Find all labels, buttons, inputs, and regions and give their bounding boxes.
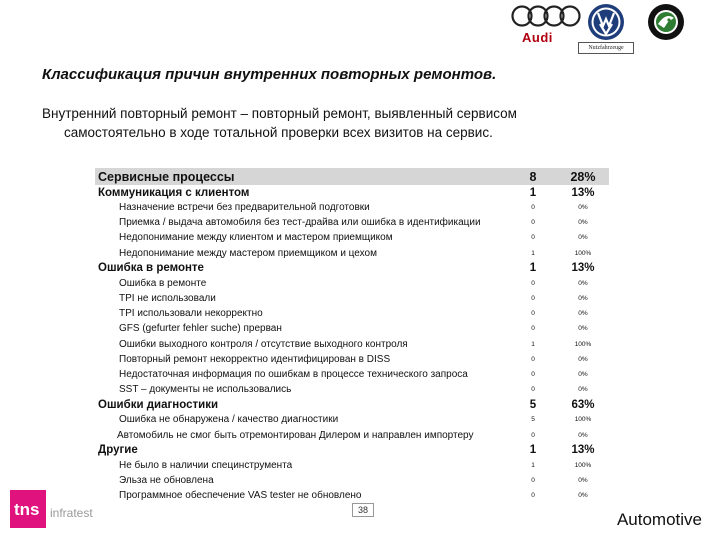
row-percent: 0%	[578, 325, 588, 333]
row-label: Ошибка в ремонте	[98, 262, 204, 275]
row-count: 0	[531, 219, 535, 227]
row-count: 1	[529, 262, 537, 275]
table-row	[95, 246, 609, 261]
row-percent: 0%	[578, 370, 588, 378]
table-group-row	[95, 397, 609, 412]
row-count: 0	[531, 370, 535, 378]
skoda-logo	[646, 2, 686, 42]
header-percent: 28%	[570, 169, 596, 184]
row-count: 0	[531, 492, 535, 500]
table-row	[95, 321, 609, 336]
header-count: 8	[529, 169, 537, 184]
row-label: Ошибка не обнаружена / качество диагностики	[119, 414, 339, 426]
row-percent: 100%	[574, 249, 592, 257]
row-label: TPI не использовали	[119, 293, 216, 305]
row-label: Программное обеспечение VAS tester не обновлено	[119, 490, 362, 502]
row-count: 5	[529, 398, 537, 411]
definition-line-2: самостоятельно в ходе тотальной проверки всех визитов на сервис.	[64, 125, 493, 140]
row-count: 0	[531, 234, 535, 242]
row-percent: 63%	[571, 398, 595, 411]
table-body	[95, 185, 609, 503]
table-row	[95, 337, 609, 352]
row-percent: 0%	[578, 234, 588, 242]
row-label: TPI использовали некорректно	[119, 308, 263, 320]
row-count: 0	[531, 325, 535, 333]
infratest-label: infratest	[50, 506, 93, 520]
row-label: Не было в наличии специнструмента	[119, 459, 293, 471]
row-count: 0	[531, 355, 535, 363]
row-percent: 0%	[578, 476, 588, 484]
row-count: 0	[531, 310, 535, 318]
table-row	[95, 367, 609, 382]
row-percent: 13%	[571, 444, 595, 457]
nutzfahrzeuge-badge: Nutzfahrzeuge	[578, 42, 634, 54]
row-count: 0	[531, 476, 535, 484]
tns-label: tns	[14, 500, 40, 519]
table-group-row	[95, 185, 609, 200]
volkswagen-logo	[586, 2, 626, 42]
table-row	[95, 276, 609, 291]
table-row	[95, 215, 609, 230]
row-count: 5	[531, 416, 535, 424]
table-header-row	[95, 168, 609, 185]
row-percent: 0%	[578, 431, 588, 439]
row-percent: 0%	[578, 310, 588, 318]
row-count: 0	[531, 386, 535, 394]
table-group-row	[95, 443, 609, 458]
table-row	[95, 412, 609, 427]
row-label: Недопонимание между мастером приемщиком и цехом	[119, 247, 377, 259]
row-percent: 100%	[574, 416, 592, 424]
row-label: Недостаточная информация по ошибкам в процессе технического запроса	[119, 368, 468, 380]
table-row	[95, 427, 609, 442]
row-percent: 100%	[574, 461, 592, 469]
row-percent: 0%	[578, 386, 588, 394]
row-label: Ошибки выходного контроля / отсутствие выходного контроля	[119, 338, 408, 350]
row-label: SST – документы не использовались	[119, 384, 292, 396]
row-count: 1	[531, 340, 535, 348]
row-percent: 0%	[578, 295, 588, 303]
row-count: 1	[531, 249, 535, 257]
page-title: Классификация причин внутренних повторных ремонтов.	[42, 66, 497, 83]
row-count: 0	[531, 431, 535, 439]
table-row	[95, 291, 609, 306]
row-label: Ошибка в ремонте	[119, 277, 207, 289]
row-percent: 13%	[571, 186, 595, 199]
audi-rings-logo	[510, 4, 582, 28]
table-group-row	[95, 261, 609, 276]
tns-infratest-logo	[10, 490, 130, 530]
row-label: Приемка / выдача автомобиля без тест-драйва или ошибка в идентификации	[119, 217, 481, 229]
table-row	[95, 230, 609, 245]
automotive-label: Automotive	[616, 510, 702, 529]
table-row	[95, 458, 609, 473]
row-percent: 0%	[578, 219, 588, 227]
definition-line-1: Внутренний повторный ремонт – повторный ремонт, выявленный сервисом	[42, 106, 517, 121]
definition-text	[42, 104, 642, 142]
row-percent: 0%	[578, 492, 588, 500]
row-count: 0	[531, 279, 535, 287]
page-number: 38	[352, 503, 374, 517]
row-count: 1	[529, 444, 537, 457]
tns-logo-box	[10, 490, 46, 528]
table-row	[95, 352, 609, 367]
row-label: Коммуникация с клиентом	[98, 186, 250, 199]
row-percent: 0%	[578, 355, 588, 363]
table-row	[95, 473, 609, 488]
audi-wordmark: Audi	[522, 30, 553, 45]
row-percent: 0%	[578, 204, 588, 212]
row-label: Эльза не обновлена	[119, 474, 214, 486]
table-row	[95, 488, 609, 503]
row-label: Автомобиль не смог быть отремонтирован Дилером и направлен импортеру	[117, 429, 474, 441]
row-label: Повторный ремонт некорректно идентифицирован в DISS	[119, 353, 391, 365]
row-count: 0	[531, 204, 535, 212]
row-percent: 100%	[574, 340, 592, 348]
row-label: GFS (gefurter fehler suche) прерван	[119, 323, 282, 335]
table-row	[95, 200, 609, 215]
row-count: 1	[531, 461, 535, 469]
header-label: Сервисные процессы	[98, 169, 235, 184]
row-label: Другие	[98, 444, 138, 457]
table-row	[95, 382, 609, 397]
table-row	[95, 306, 609, 321]
row-percent: 0%	[578, 279, 588, 287]
brand-logos	[510, 2, 710, 56]
row-count: 1	[529, 186, 537, 199]
row-label: Недопонимание между клиентом и мастером приемщиком	[119, 232, 393, 244]
row-percent: 13%	[571, 262, 595, 275]
row-label: Назначение встречи без предварительной подготовки	[119, 202, 370, 214]
row-count: 0	[531, 295, 535, 303]
service-process-table	[95, 168, 609, 503]
row-label: Ошибки диагностики	[98, 398, 219, 411]
